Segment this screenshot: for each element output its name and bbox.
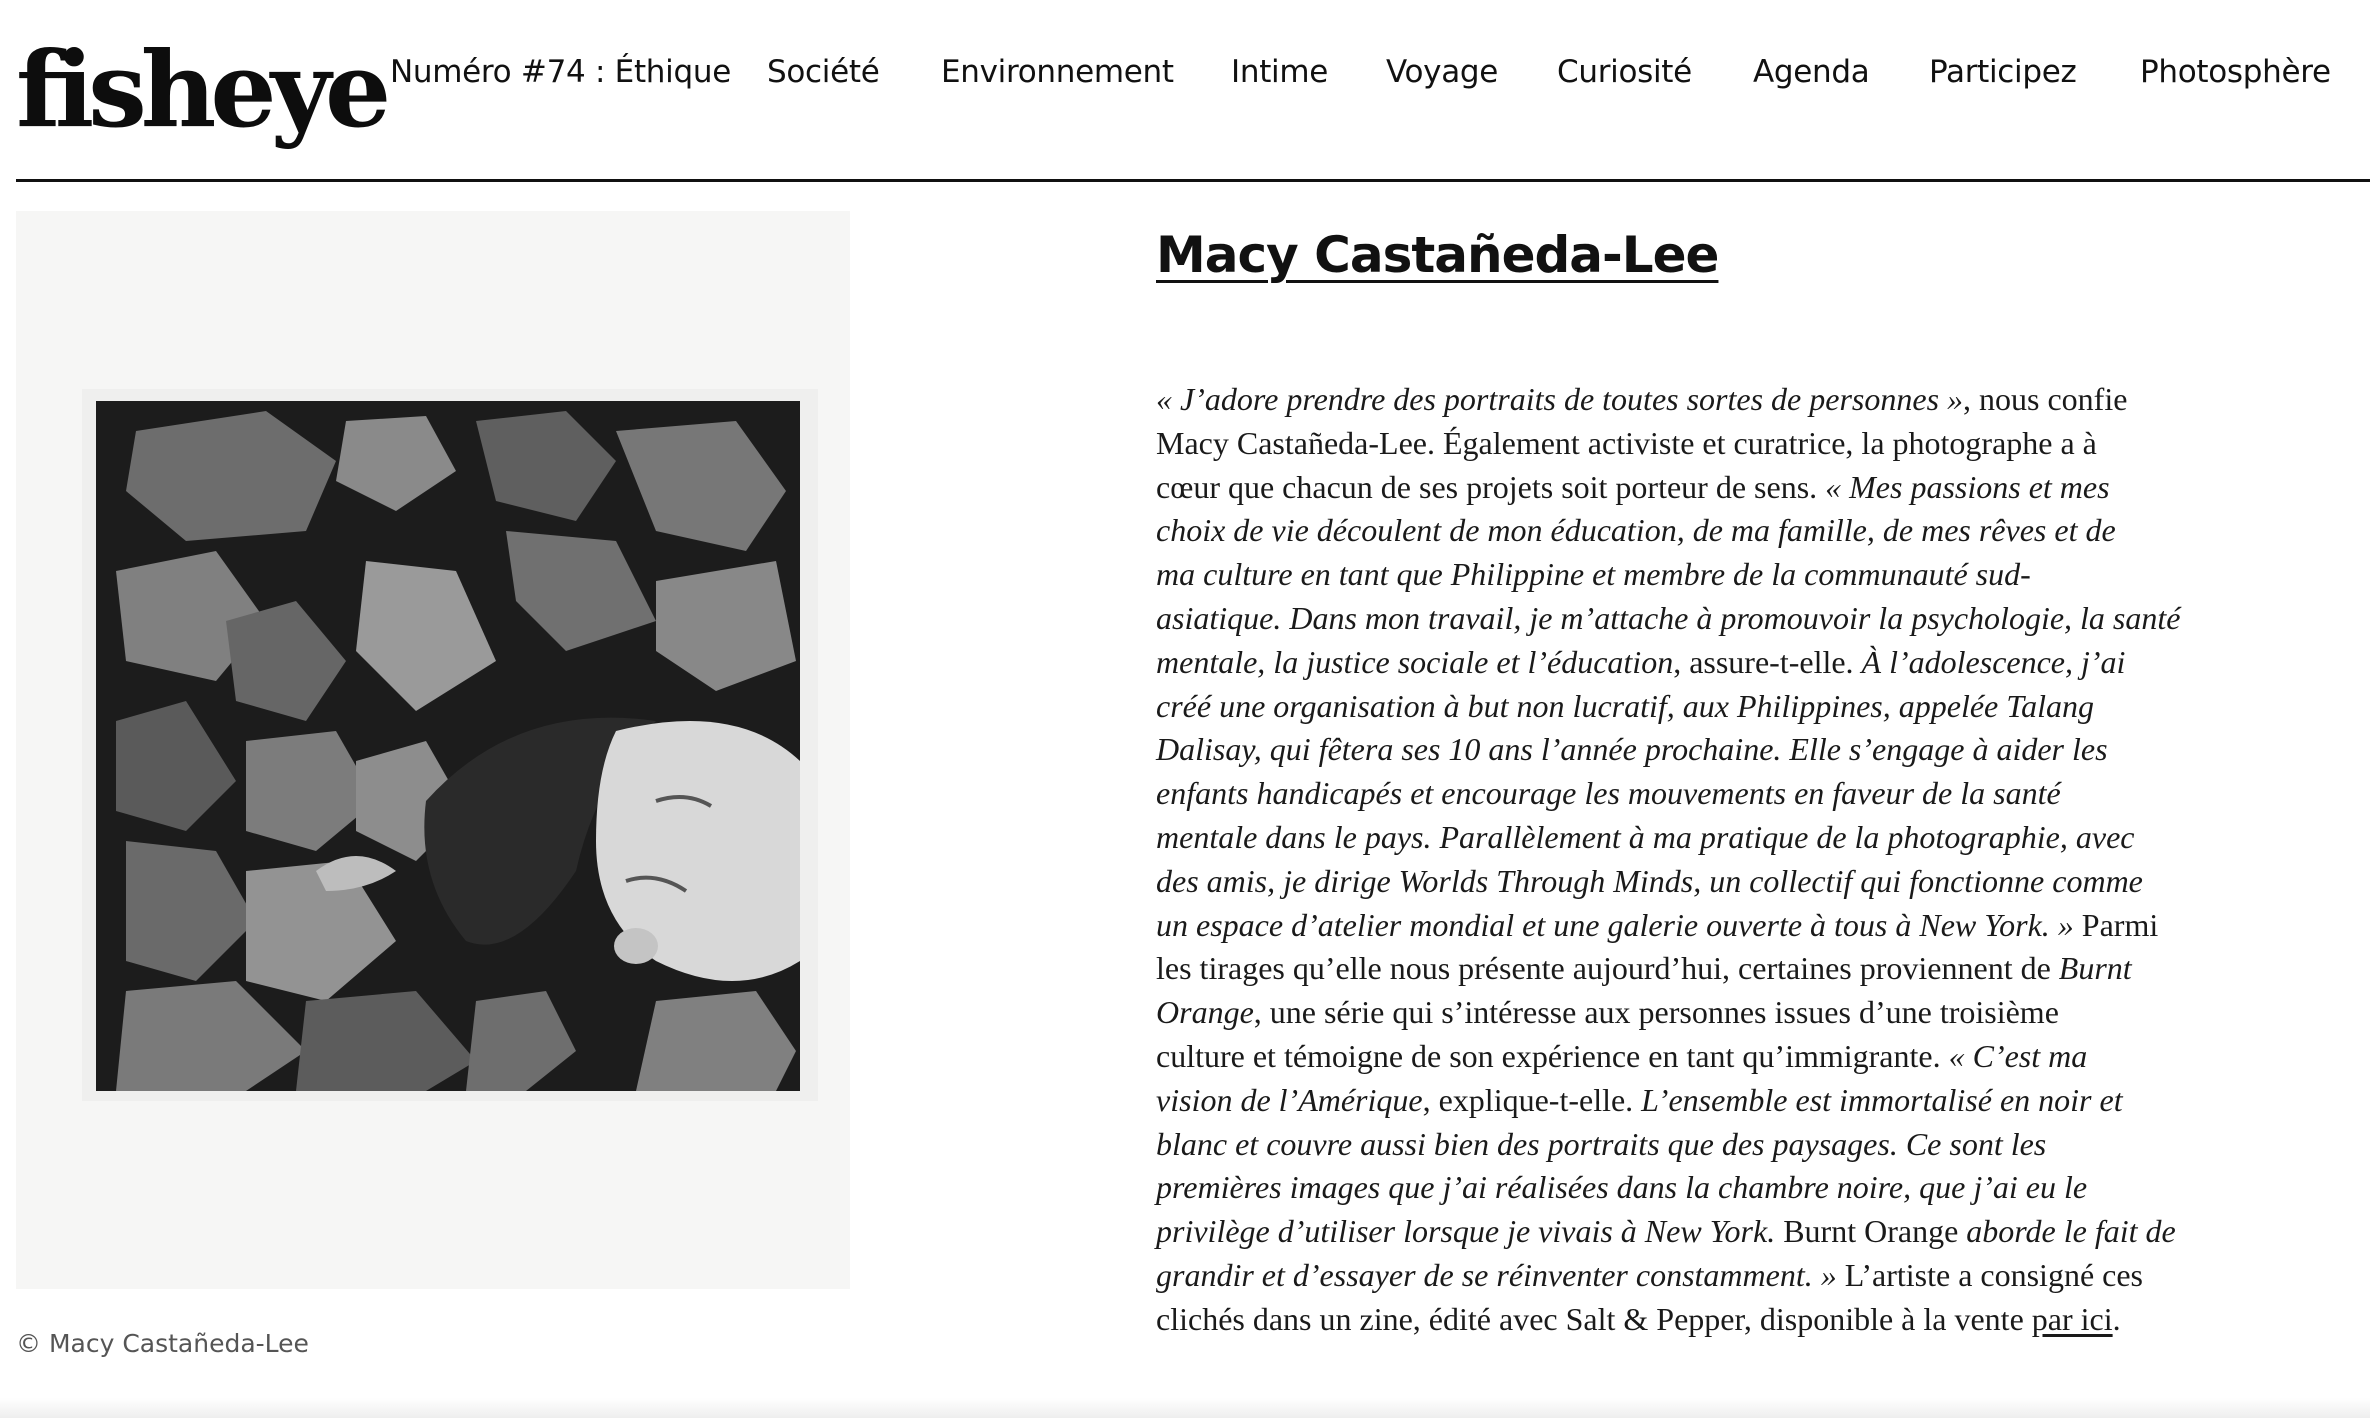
body-text: Parmi <box>2073 906 2159 943</box>
nav-item-intime[interactable]: Intime <box>1231 54 1329 90</box>
article-line <box>1156 378 2236 422</box>
quote-text: des amis, je dirige Worlds Through Minds, un collectif qui fonctionne comme <box>1156 862 2143 899</box>
nav-item-voyage[interactable]: Voyage <box>1386 54 1499 90</box>
page-bottom-edge <box>0 1398 2370 1418</box>
article-line <box>1156 1210 2236 1254</box>
quote-text: « C’est ma <box>1948 1037 2088 1074</box>
article-line <box>1156 1254 2236 1298</box>
article-line <box>1156 860 2236 904</box>
quote-text: premières images que j’ai réalisées dans la chambre noire, que j’ai eu le <box>1156 1169 2088 1206</box>
quote-text: Dalisay, qui fêtera ses 10 ans l’année prochaine. Elle s’engage à aider les <box>1156 731 2108 768</box>
quote-text: privilège d’utiliser lorsque je vivais à New York. <box>1156 1213 1784 1250</box>
body-text: , assure-t-elle. <box>1673 643 1862 680</box>
quote-text: L’ensemble est immortalisé en noir et <box>1641 1081 2123 1118</box>
quote-text: Burnt <box>2058 950 2132 987</box>
body-text: , nous confie <box>1963 381 2128 417</box>
photo-print <box>82 389 818 1101</box>
quote-text: ma culture en tant que Philippine et membre de la communauté sud- <box>1156 556 2031 593</box>
nav-item-environnement[interactable]: Environnement <box>941 54 1174 90</box>
body-text: cœur que chacun de ses projets soit porteur de sens. <box>1156 468 1826 505</box>
quote-text: À l’adolescence, j’ai <box>1861 643 2126 680</box>
article-line <box>1156 1298 2236 1342</box>
photo-credit: © Macy Castañeda-Lee <box>16 1329 309 1358</box>
quote-text: « J’adore prendre des portraits de toutes sortes de personnes » <box>1156 381 1964 417</box>
quote-text: un espace d’atelier mondial et une galerie ouverte à tous à New York. » <box>1156 906 2074 943</box>
article-line <box>1156 991 2236 1035</box>
body-text: , une série qui s’intéresse aux personnes issues d’une troisième <box>1253 994 2059 1031</box>
article-line <box>1156 466 2236 510</box>
quote-text: asiatique. Dans mon travail, je m’attache à promouvoir la psychologie, la santé <box>1156 599 2181 636</box>
article-title[interactable]: Macy Castañeda-Lee <box>1156 226 1719 284</box>
header-divider <box>16 179 2370 182</box>
article-photo[interactable] <box>16 211 850 1289</box>
article-line <box>1156 1079 2236 1123</box>
body-text: L’artiste a consigné ces <box>1836 1256 2143 1293</box>
body-text: . <box>2112 1300 2121 1337</box>
site-logo[interactable]: fisheye <box>16 28 386 151</box>
nav-item-participez[interactable]: Participez <box>1929 54 2077 90</box>
nav-item-photosphere[interactable]: Photosphère <box>2140 54 2331 90</box>
quote-text: mentale, la justice sociale et l’éducation <box>1156 643 1674 680</box>
article-body <box>1156 378 2236 1342</box>
quote-text: Orange <box>1156 994 1254 1031</box>
body-text: les tirages qu’elle nous présente aujourd’hui, certaines proviennent de <box>1156 950 2059 987</box>
quote-text: mentale dans le pays. Parallèlement à ma pratique de la photographie, avec <box>1156 818 2135 855</box>
article-line <box>1156 816 2236 860</box>
body-text: , explique-t-elle. <box>1422 1081 1642 1118</box>
nav-item-curiosite[interactable]: Curiosité <box>1557 54 1692 90</box>
buy-zine-link[interactable]: par ici <box>2031 1300 2113 1337</box>
nav-item-numero[interactable]: Numéro #74 : Éthique <box>390 54 731 90</box>
article-line <box>1156 641 2236 685</box>
article-line <box>1156 509 2236 553</box>
article-line <box>1156 685 2236 729</box>
article-line <box>1156 553 2236 597</box>
nav-item-agenda[interactable]: Agenda <box>1753 54 1870 90</box>
body-text: clichés dans un zine, édité avec Salt & Pepper, disponible à la vente <box>1156 1300 2032 1337</box>
article-line <box>1156 904 2236 948</box>
article-line <box>1156 1166 2236 1210</box>
body-text: culture et témoigne de son expérience en tant qu’immigrante. <box>1156 1037 1949 1074</box>
site-header <box>0 0 2370 183</box>
nav-item-societe[interactable]: Société <box>767 54 880 90</box>
body-text: Macy Castañeda-Lee. Également activiste et curatrice, la photographe a à <box>1156 424 2097 461</box>
quote-text: blanc et couvre aussi bien des portraits que des paysages. Ce sont les <box>1156 1125 2047 1162</box>
rocks-portrait-image <box>96 401 800 1091</box>
photo-frame <box>96 401 800 1091</box>
body-text: Burnt Orange <box>1783 1213 1967 1250</box>
article-line <box>1156 422 2236 466</box>
article-line <box>1156 1123 2236 1167</box>
quote-text: « Mes passions et mes <box>1825 468 2110 505</box>
quote-text: vision de l’Amérique <box>1156 1081 1423 1118</box>
quote-text: aborde le fait de <box>1966 1213 2176 1250</box>
article-line <box>1156 597 2236 641</box>
quote-text: choix de vie découlent de mon éducation, de ma famille, de mes rêves et de <box>1156 512 2116 549</box>
quote-text: créé une organisation à but non lucratif, aux Philippines, appelée Talang <box>1156 687 2094 724</box>
article-line <box>1156 772 2236 816</box>
quote-text: grandir et d’essayer de se réinventer constamment. » <box>1156 1256 1837 1293</box>
article-line <box>1156 1035 2236 1079</box>
quote-text: enfants handicapés et encourage les mouvements en faveur de la santé <box>1156 775 2061 812</box>
article-line <box>1156 947 2236 991</box>
article-line <box>1156 728 2236 772</box>
